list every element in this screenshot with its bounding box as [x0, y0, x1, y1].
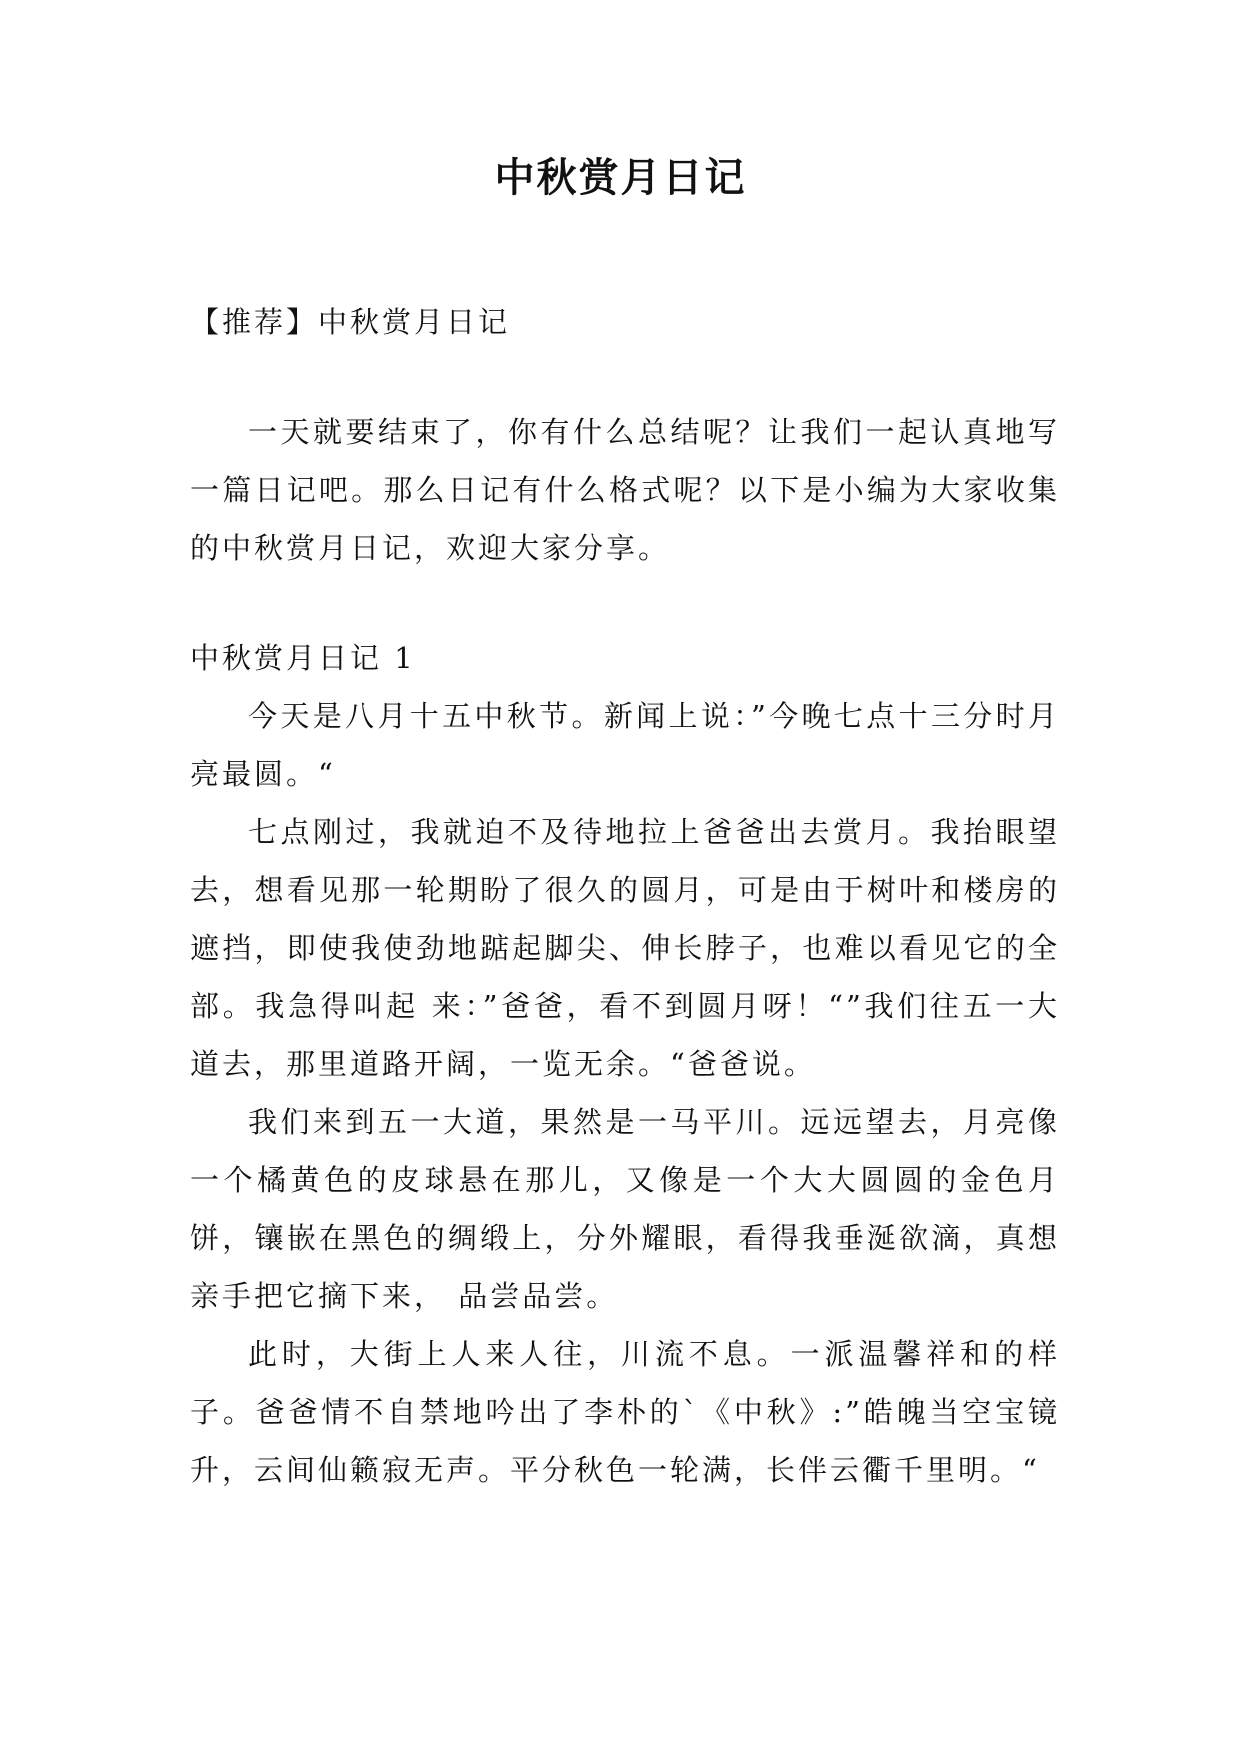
body-paragraph-3: 我们来到五一大道，果然是一马平川。远远望去，月亮像一个橘黄色的皮球悬在那儿，又像是一个大大圆圆的金色月饼，镶嵌在黑色的绸缎上，分外耀眼，看得我垂涎欲滴，真想亲手把它摘下来， 品尝品尝。	[190, 1105, 1060, 1313]
body-paragraph-2: 七点刚过，我就迫不及待地拉上爸爸出去赏月。我抬眼望去，想看见那一轮期盼了很久的圆月，可是由于树叶和楼房的遮挡，即使我使劲地踮起脚尖、伸长脖子，也难以看见它的全部。我急得叫起 来：”爸爸，看不到圆月呀！“”我们往五一大道去，那里道路开阔，一览无余。“爸爸说。	[190, 815, 1060, 1081]
intro-paragraph: 一天就要结束了，你有什么总结呢？让我们一起认真地写一篇日记吧。那么日记有什么格式呢？以下是小编为大家收集的中秋赏月日记，欢迎大家分享。	[190, 415, 1060, 565]
body-paragraph-1: 今天是八月十五中秋节。新闻上说：”今晚七点十三分时月亮最圆。“	[190, 699, 1060, 791]
recommend-line: 【推荐】中秋赏月日记	[190, 305, 511, 339]
document-body	[190, 293, 1060, 1499]
body-paragraph-4: 此时，大街上人来人往，川流不息。一派温馨祥和的样子。爸爸情不自禁地吟出了李朴的`《中秋》:”皓魄当空宝镜升，云间仙籁寂无声。平分秋色一轮满，长伴云衢千里明。“	[190, 1337, 1060, 1487]
section-heading: 中秋赏月日记 1	[190, 641, 416, 675]
document-title: 中秋赏月日记	[494, 155, 747, 201]
